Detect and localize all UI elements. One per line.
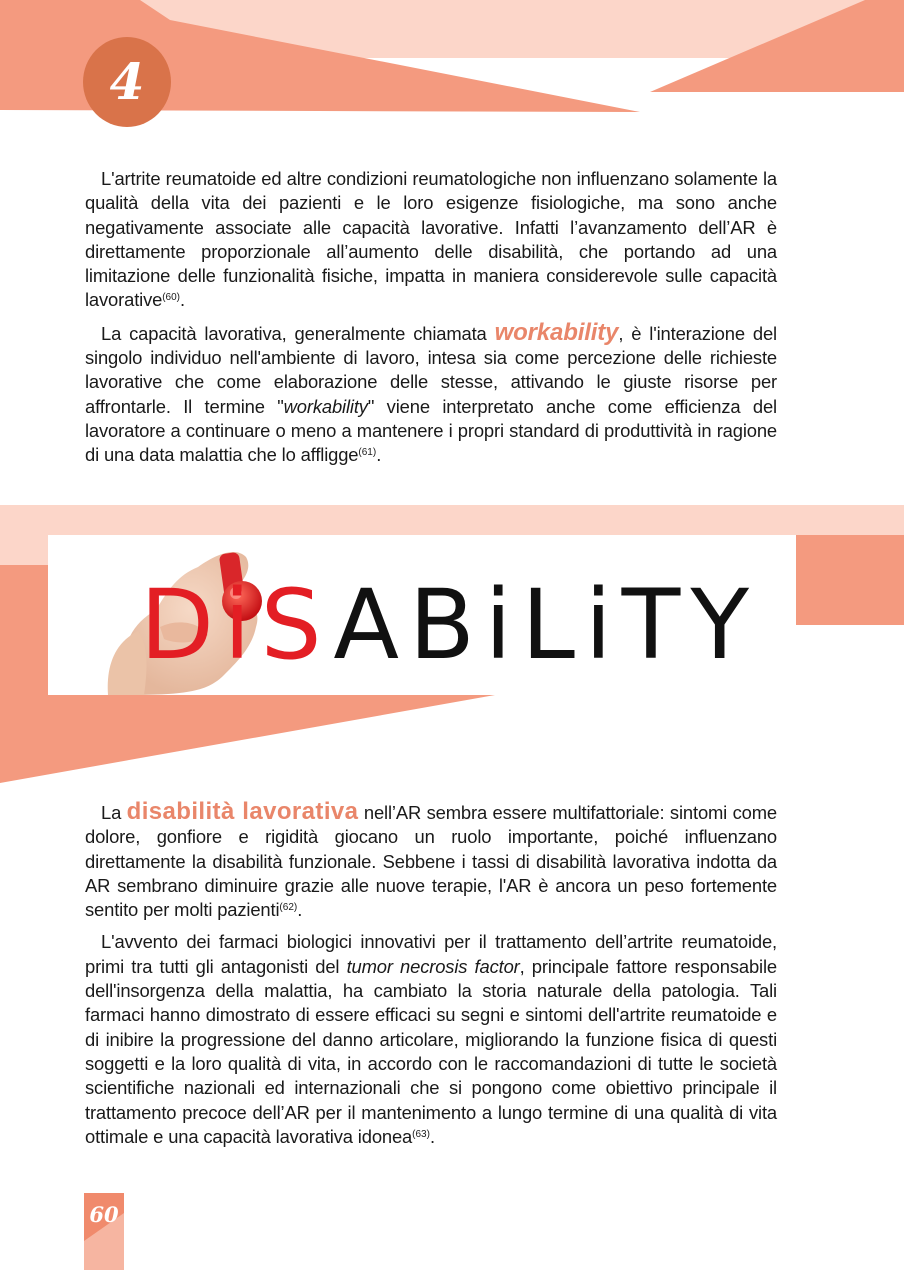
highlight-term: disabilità lavorativa bbox=[126, 798, 359, 825]
paragraph-text: , principale fattore responsabile dell'insorgenza della malattia, ha cambiato la storia naturale della patologia. Tali farmaci hanno dimostrato di essere efficaci su segni e sintomi dell'artrite reumatoide e di inibire la progressione del danno articolare, migliorando la funzione fisica di questi soggetti e la loro qualità di vita, in accordo con le raccomandazioni di tutte le società scientifiche nazionali ed internazionali che si pongono come obiettivo principale il trattamento precoce dell’AR per il mantenimento a lungo termine di una qualità di vita ottimale e una capacità lavorativa idonea bbox=[85, 955, 777, 1147]
paragraph-text: La bbox=[101, 802, 127, 823]
paragraph bbox=[85, 167, 777, 313]
paragraph bbox=[85, 318, 777, 468]
paragraph-text: La capacità lavorativa, generalmente chiamata bbox=[101, 322, 495, 344]
paragraph-end: . bbox=[297, 899, 303, 921]
disability-word-red: DiS bbox=[140, 569, 334, 681]
chapter-number: 4 bbox=[109, 52, 145, 111]
paragraph-text: L'avvento dei farmaci biologici innovativi per il trattamento dell’artrite reumatoide, primi tra tutti gli antagonisti del bbox=[85, 931, 777, 977]
highlight-term: workability bbox=[494, 318, 619, 346]
paragraph-end: . bbox=[429, 1125, 435, 1147]
italic-term: tumor necrosis factor bbox=[346, 955, 520, 977]
intro-text-block bbox=[85, 167, 777, 476]
paragraph bbox=[85, 800, 777, 922]
paragraph-end: . bbox=[180, 289, 185, 311]
disability-word-black: ABiLiTY bbox=[333, 569, 759, 681]
paragraph bbox=[85, 930, 777, 1149]
paragraph-text: L'artrite reumatoide ed altre condizioni reumatologiche non influenzano solamente la qualità della vita dei pazienti e le loro esigenze fisiologiche, ma sono anche negativamente associate alle capacità lavorative. Infatti l’avanzamento dell’AR è direttamente proporzionale all’aumento delle disabilità, che portando ad una limitazione delle funzionalità fisiche, impatta in maniera considerevole sulle capacità lavorative bbox=[85, 168, 777, 311]
band-salmon-right bbox=[796, 535, 904, 625]
page-number: 60 bbox=[89, 1202, 119, 1227]
disability-word bbox=[140, 570, 759, 680]
chapter-badge bbox=[83, 37, 171, 127]
reference-marker: (60) bbox=[162, 292, 181, 304]
paragraph-text: nell’AR sembra essere multifattoriale: sintomi come dolore, gonfiore e rigidità giocano un ruolo importante, poiché influenzano direttamente la disabilità funzionale. Sebbene i tassi di disabilità lavorativa indotta da AR sembrano diminuire grazie alle nuove terapie, l'AR è ancora un peso fortemente sentito per molti pazienti bbox=[85, 802, 777, 921]
paragraph-text: , è l'interazione del singolo individuo nell'ambiente di lavoro, intesa sia come percezione delle richieste lavorative che come elaborazione delle stesse, attivando le giuste risorse per affrontarle. Il termine " bbox=[85, 322, 777, 417]
italic-term: workability bbox=[283, 395, 368, 417]
paragraph-end: . bbox=[376, 444, 382, 466]
reference-marker: (63) bbox=[412, 1128, 430, 1140]
reference-marker: (61) bbox=[358, 447, 377, 459]
body-text-block bbox=[85, 800, 777, 1157]
reference-marker: (62) bbox=[279, 902, 298, 914]
paragraph-text: " viene interpretato anche come efficienza del lavoratore a continuare o meno a mantenere i propri standard di produttività in ragione di una data malattia che lo affligge bbox=[85, 395, 777, 466]
